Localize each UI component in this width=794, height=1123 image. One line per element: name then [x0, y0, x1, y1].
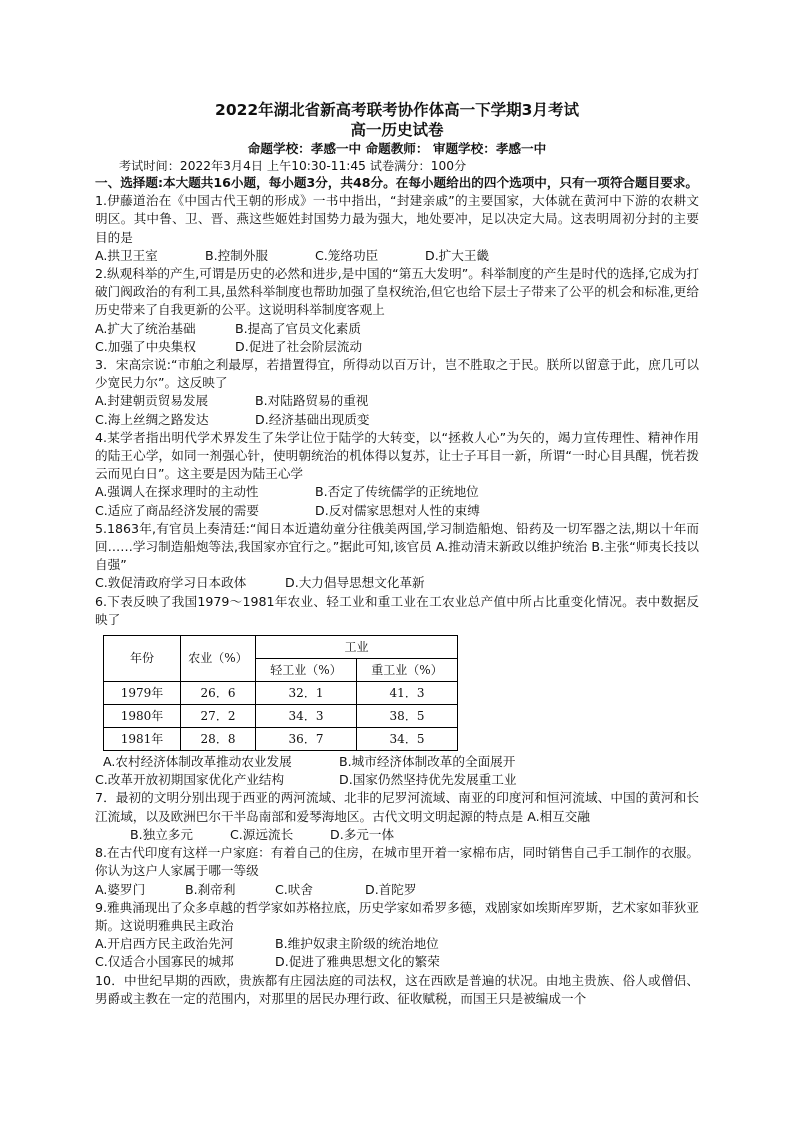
table-row	[104, 705, 458, 728]
option-b: B.城市经济体制改革的全面展开	[339, 754, 516, 770]
option-d: D.促进了雅典思想文化的繁荣	[275, 954, 440, 970]
option-c: C.加强了中央集权	[95, 338, 196, 354]
question-9-options-2	[95, 953, 699, 971]
option-b: B.控制外服	[205, 247, 269, 263]
option-b: B.否定了传统儒学的正统地位	[315, 484, 479, 500]
exam-page	[95, 96, 699, 1008]
option-b: B.提高了官员文化素质	[235, 320, 361, 336]
col-agri-header: 农业（%）	[181, 636, 256, 682]
col-light-header: 轻工业（%）	[256, 659, 357, 682]
exam-title: 2022年湖北省新高考联考协作体高一下学期3月考试	[215, 101, 579, 119]
cell-year: 1979年	[104, 682, 181, 705]
question-10-stem: 10．中世纪早期的西欧，贵族都有庄园法庭的司法权，这在西欧是普遍的状况。由地主贵族、俗人或僧侣、男爵或主教在一定的范围内，对那里的居民办理行政、征收赋税，而国王只是被编成一个	[95, 972, 699, 1006]
option-c: C.笼络功臣	[315, 247, 379, 263]
question-5-options	[95, 574, 699, 592]
question-3-options-2	[95, 411, 699, 429]
option-d: D.多元一体	[330, 826, 395, 842]
question-2-stem: 2.纵观科举的产生,可谓是历史的必然和进步,是中国的“第五大发明”。科举制度的产生是时代的选择,它成为打破门阀政治的有利工具,虽然科举制度也帮助加强了皇权统治,但它也给下层士子带来了公平的机会和标准,更给历史带来了自我更新的公平。这说明科举制度客观上	[95, 266, 699, 318]
option-c: C.海上丝绸之路发达	[95, 411, 209, 427]
cell-light: 32．1	[256, 682, 357, 705]
option-d: D.促进了社会阶层流动	[235, 338, 363, 354]
option-b: B.维护奴隶主阶级的统治地位	[275, 936, 439, 952]
option-b: B.对陆路贸易的重视	[255, 393, 369, 409]
question-8-stem: 8.在古代印度有这样一户家庭：有着自己的住房，在城市里开着一家棉布店，同时销售自己手工制作的衣服。你认为这户人家属于哪一等级	[95, 845, 699, 879]
option-d: D.扩大王畿	[425, 247, 490, 263]
cell-agri: 28．8	[181, 728, 256, 751]
option-c: C.仅适合小国寡民的城邦	[95, 954, 234, 970]
option-a: A.农村经济体制改革推动农业发展	[103, 754, 292, 770]
question-4-stem: 4.某学者指出明代学术界发生了朱学让位于陆学的大转变，以“拯救人心”为矢的，竭力宣传理性、精神作用的陆王心学，如同一剂强心针，使明朝统治的机体得以复苏，让士子耳目一新，所谓“一时心目具醒，恍若拨云而见白日”。这主要是因为陆王心学	[95, 429, 699, 482]
option-a: A.婆罗门	[95, 881, 146, 897]
question-9-options	[95, 935, 699, 953]
option-c: C.敦促清政府学习日本政体	[95, 575, 247, 591]
question-2-options	[95, 320, 699, 338]
cell-year: 1981年	[104, 728, 181, 751]
table-row	[104, 682, 458, 705]
exam-authors: 命题学校：孝感一中 命题教师： 审题学校：孝感一中	[247, 141, 547, 156]
option-b: B.独立多元	[130, 826, 194, 842]
col-heavy-header: 重工业（%）	[357, 659, 458, 682]
option-a: A.强调人在探求理时的主动性	[95, 484, 259, 500]
option-a: A.开启西方民主政治先河	[95, 936, 234, 952]
option-c: C.改革开放初期国家优化产业结构	[95, 772, 285, 788]
cell-heavy: 41．3	[357, 682, 458, 705]
question-5-stem: 5.1863年,有官员上奏清廷:“闻日本近遣幼童分往俄美两国,学习制造船炮、铅药及一切军器之法,期以十年而回……学习制造船炮等法,我国家亦宜行之。”据此可知,该官员 A.推动清末新政以维护统治 B.主张“师夷长技以自强”	[95, 520, 699, 573]
question-6-stem: 6.下表反映了我国1979～1981年农业、轻工业和重工业在工农业总产值中所占比重变化情况。表中数据反映了	[95, 593, 699, 627]
option-c: C.适应了商品经济发展的需要	[95, 502, 259, 518]
option-d: D.反对儒家思想对人性的束缚	[315, 502, 480, 518]
option-d: D.经济基础出现质变	[255, 411, 370, 427]
question-1-stem: 1.伊藤道治在《中国古代王朝的形成》一书中指出，“封建亲戚”的主要国家，大体就在黄河中下游的农耕文明区。其中鲁、卫、晋、燕这些姬姓封国势力最为强大，地处要冲，足以决定大局。这表明周初分封的主要目的是	[95, 193, 699, 245]
col-industry-header: 工业	[256, 636, 458, 659]
col-year-header: 年份	[104, 636, 181, 682]
question-3-stem: 3．宋高宗说:“市舶之利最厚，若措置得宜，所得动以百万计，岂不胜取之于民。朕所以留意于此，庶几可以少宽民力尔”。这反映了	[95, 357, 699, 391]
question-4-options-2	[95, 502, 699, 520]
section-heading: 一、选择题:本大题共16小题，每小题3分，共48分。在每小题给出的四个选项中，只有一项符合题目要求。	[95, 175, 698, 190]
question-4-options	[95, 483, 699, 501]
option-a: A.扩大了统治基础	[95, 320, 196, 336]
cell-light: 34．3	[256, 705, 357, 728]
data-table	[103, 635, 458, 751]
option-d: D.大力倡导思想文化革新	[285, 575, 425, 591]
option-d: D.国家仍然坚持优先发展重工业	[339, 772, 517, 788]
question-8-options	[95, 881, 699, 899]
option-c: C.吠舍	[275, 881, 313, 897]
question-6-options	[95, 753, 699, 771]
table-row	[104, 728, 458, 751]
exam-info: 考试时间：2022年3月4日 上午10:30-11:45 试卷满分：100分	[119, 159, 467, 173]
question-7-stem: 7．最初的文明分别出现于西亚的两河流域、北非的尼罗河流域、南亚的印度河和恒河流域、中国的黄河和长江流域，以及欧洲巴尔干半岛南部和爱琴海地区。古代文明文明起源的特点是 A.相互交融	[95, 790, 699, 824]
option-a: A.封建朝贡贸易发展	[95, 393, 209, 409]
cell-light: 36．7	[256, 728, 357, 751]
question-3-options	[95, 392, 699, 410]
cell-heavy: 38．5	[357, 705, 458, 728]
question-6-options-2	[95, 771, 699, 789]
option-c: C.源远流长	[230, 826, 294, 842]
cell-agri: 26．6	[181, 682, 256, 705]
option-a: A.拱卫王室	[95, 247, 158, 263]
cell-year: 1980年	[104, 705, 181, 728]
cell-heavy: 34．5	[357, 728, 458, 751]
cell-agri: 27．2	[181, 705, 256, 728]
question-9-stem: 9.雅典涌现出了众多卓越的哲学家如苏格拉底，历史学家如希罗多德，戏剧家如埃斯库罗斯，艺术家如菲狄亚斯。这说明雅典民主政治	[95, 899, 699, 933]
question-1-options	[95, 247, 699, 265]
option-d: D.首陀罗	[365, 881, 417, 897]
question-7-options	[95, 826, 699, 844]
exam-subtitle: 高一历史试卷	[350, 121, 444, 139]
option-b: B.刹帝利	[185, 881, 236, 897]
question-2-options-2	[95, 338, 699, 356]
